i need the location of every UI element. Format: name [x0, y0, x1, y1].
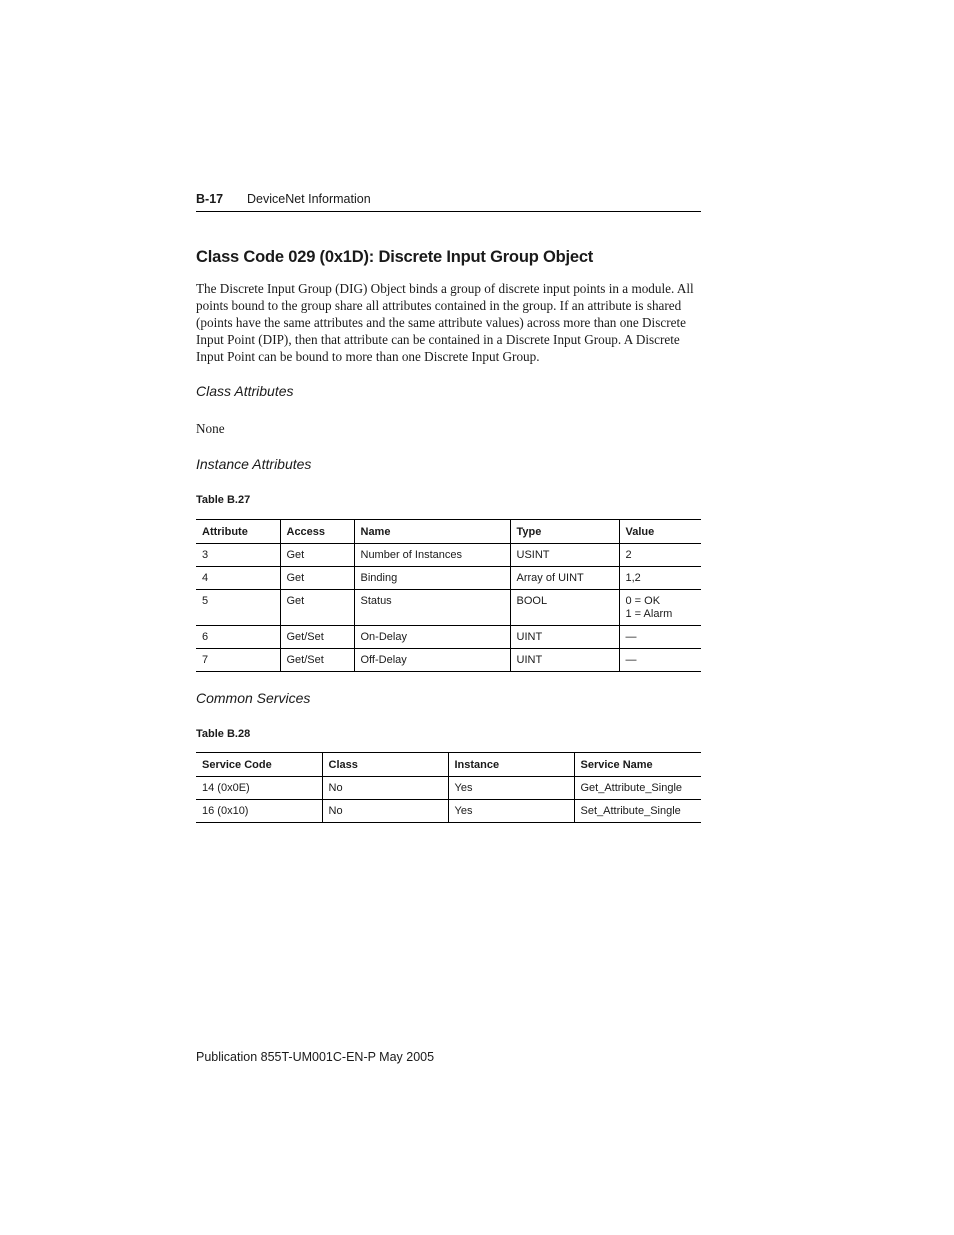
class-attributes-heading: Class Attributes: [196, 383, 294, 399]
table-cell: BOOL: [510, 590, 619, 626]
table-cell: Array of UINT: [510, 567, 619, 590]
table-cell: No: [322, 800, 448, 823]
column-header: Attribute: [196, 520, 280, 544]
table-cell: 1,2: [619, 567, 701, 590]
page-header: [196, 191, 701, 212]
table-b28-label: Table B.28: [196, 728, 251, 740]
table-cell: 5: [196, 590, 280, 626]
table-cell: 2: [619, 544, 701, 567]
table-cell: Status: [354, 590, 510, 626]
table-cell: Get: [280, 544, 354, 567]
intro-paragraph: The Discrete Input Group (DIG) Object binds a group of discrete input points in a module. All points bound to the group share all attributes contained in the group. If an attribute is shared (points have the same attributes and the same attribute values) across more than one Discrete Input Point (DIP), then that attribute can be contained in a Discrete Input Group. A Discrete Input Point can be bound to more than one Discrete Input Group.: [196, 281, 694, 364]
table-cell: UINT: [510, 649, 619, 672]
instance-attributes-table: [196, 519, 701, 672]
table-cell: Yes: [448, 777, 574, 800]
table-cell: On-Delay: [354, 626, 510, 649]
table-cell: Get: [280, 590, 354, 626]
column-header: Name: [354, 520, 510, 544]
table-header-row: [196, 520, 701, 544]
common-services-heading: Common Services: [196, 690, 311, 706]
column-header: Class: [322, 753, 448, 777]
column-header: Value: [619, 520, 701, 544]
column-header: Service Name: [574, 753, 701, 777]
table-cell: Get/Set: [280, 626, 354, 649]
table-row: [196, 800, 701, 823]
table-cell: USINT: [510, 544, 619, 567]
page-title: Class Code 029 (0x1D): Discrete Input Group Object: [196, 248, 594, 266]
table-row: [196, 649, 701, 672]
column-header: Access: [280, 520, 354, 544]
column-header: Type: [510, 520, 619, 544]
table-cell: Yes: [448, 800, 574, 823]
common-services-table: [196, 752, 701, 823]
table-cell: 14 (0x0E): [196, 777, 322, 800]
table-cell: Get/Set: [280, 649, 354, 672]
table-row: [196, 626, 701, 649]
table-cell: Set_Attribute_Single: [574, 800, 701, 823]
table-b27-label: Table B.27: [196, 494, 251, 506]
section-title: DeviceNet Information: [247, 192, 371, 206]
publication-footer: Publication 855T-UM001C-EN-P May 2005: [196, 1050, 435, 1064]
instance-attributes-heading: Instance Attributes: [196, 456, 312, 472]
table-cell: Off-Delay: [354, 649, 510, 672]
table-cell: 7: [196, 649, 280, 672]
table-row: [196, 544, 701, 567]
table-cell: 0 = OK 1 = Alarm: [619, 590, 701, 626]
table-cell: 3: [196, 544, 280, 567]
table-row: [196, 777, 701, 800]
table-cell: Get_Attribute_Single: [574, 777, 701, 800]
page-number: B-17: [196, 192, 224, 206]
table-cell: —: [619, 626, 701, 649]
column-header: Service Code: [196, 753, 322, 777]
table-row: [196, 567, 701, 590]
table-cell: 6: [196, 626, 280, 649]
table-row: [196, 590, 701, 626]
table-cell: Number of Instances: [354, 544, 510, 567]
table-cell: UINT: [510, 626, 619, 649]
column-header: Instance: [448, 753, 574, 777]
class-attributes-text: None: [196, 421, 225, 436]
table-cell: —: [619, 649, 701, 672]
table-cell: 4: [196, 567, 280, 590]
table-cell: 16 (0x10): [196, 800, 322, 823]
table-cell: Get: [280, 567, 354, 590]
table-cell: No: [322, 777, 448, 800]
table-header-row: [196, 753, 701, 777]
table-cell: Binding: [354, 567, 510, 590]
